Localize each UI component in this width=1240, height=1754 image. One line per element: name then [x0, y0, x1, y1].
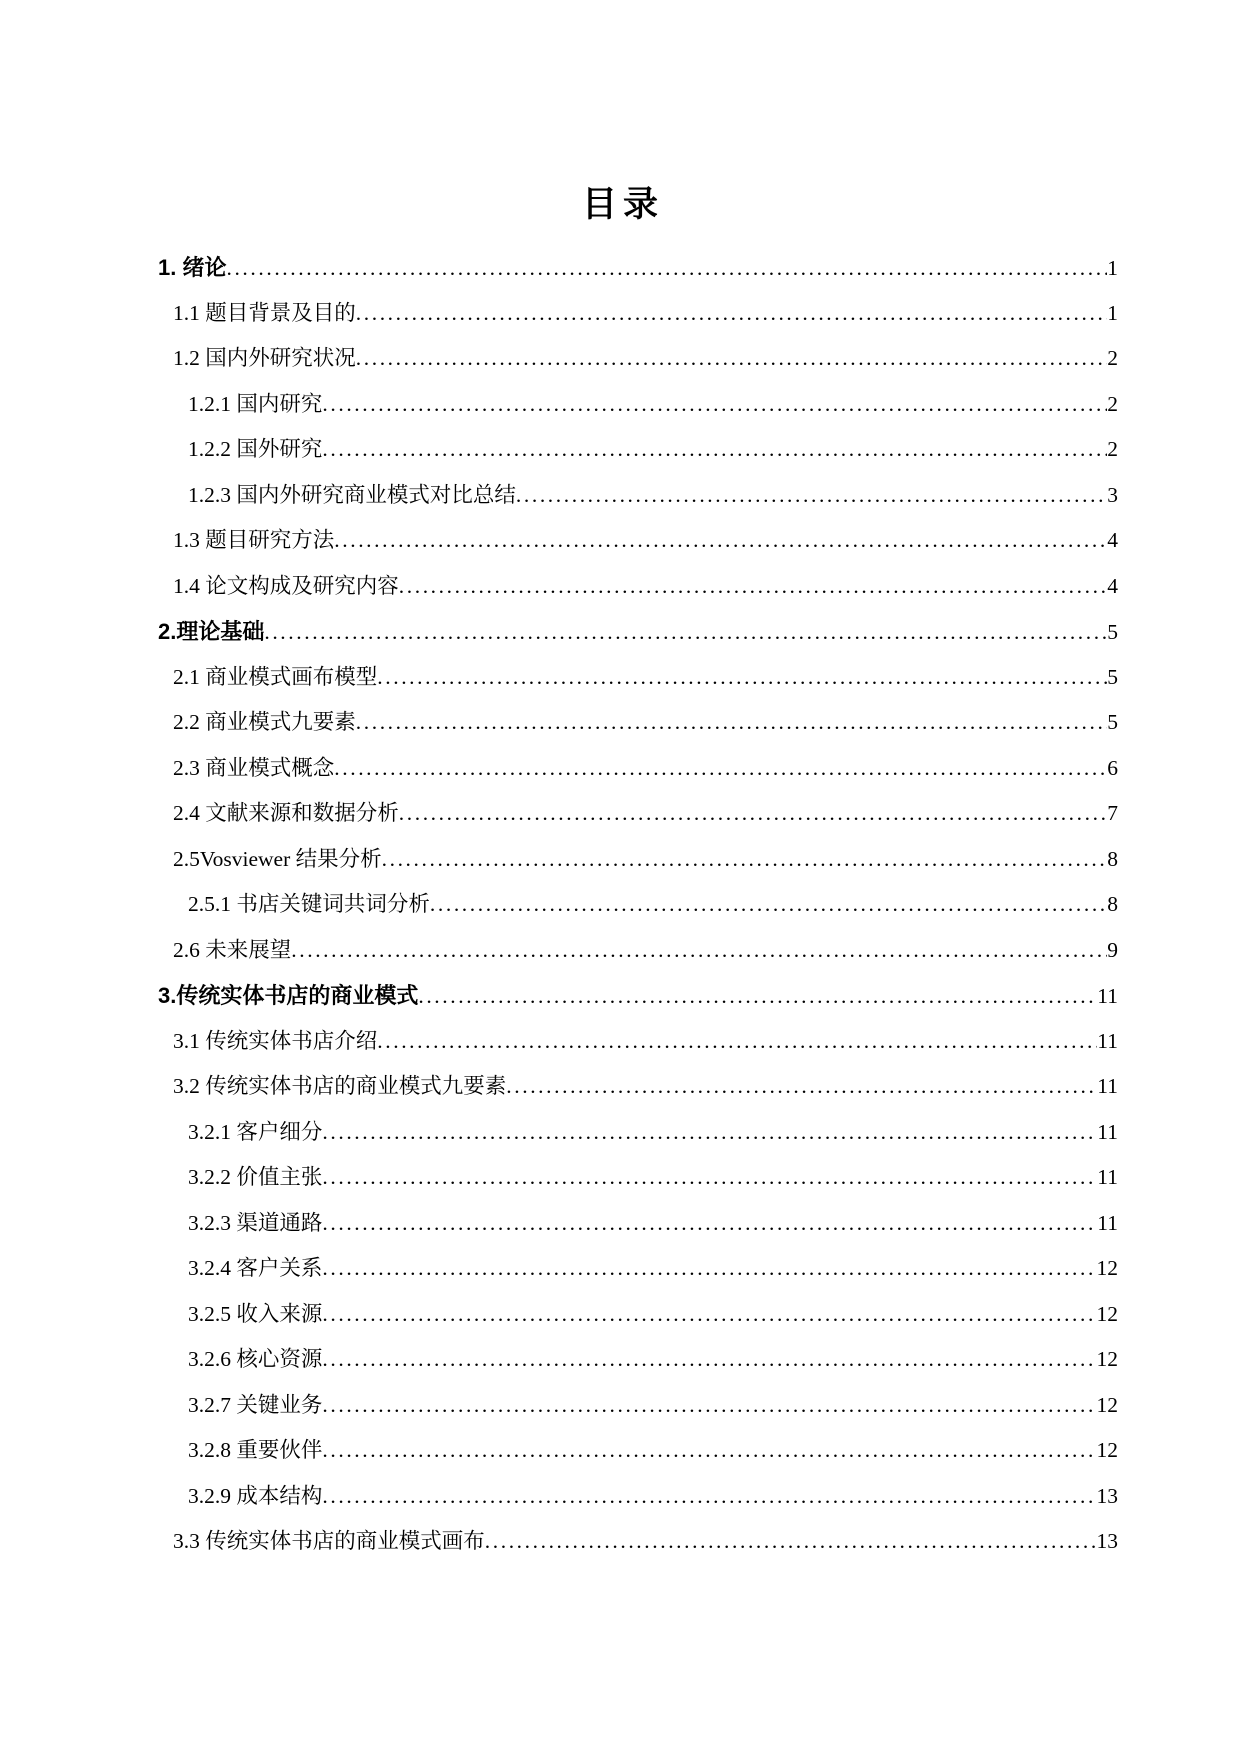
toc-entry: [158, 837, 1118, 883]
toc-dot-leader: [334, 518, 1107, 564]
toc-dot-leader: [377, 1019, 1097, 1065]
toc-dot-leader: [322, 1337, 1096, 1383]
toc-entry-label: 3.2.3 渠道通路: [188, 1210, 323, 1235]
toc-entry-page: 12: [1096, 1256, 1118, 1280]
toc-entry: [158, 1383, 1118, 1429]
toc-dot-leader: [356, 291, 1107, 337]
toc-entry: [158, 655, 1118, 701]
toc-entry-page: 4: [1107, 528, 1118, 552]
toc-entry-label: 3.2.8 重要伙伴: [188, 1438, 323, 1462]
toc-entry-page: 9: [1107, 937, 1118, 962]
toc-entry-label: 2.2 商业模式九要素: [173, 710, 356, 734]
toc-entry-label: 1.2.2 国外研究: [188, 437, 323, 461]
toc-entry-page: 12: [1096, 1347, 1118, 1371]
toc-entry-label: 2.理论基础: [158, 619, 265, 644]
toc-entry-label: 3.3 传统实体书店的商业模式画布: [173, 1529, 485, 1553]
toc-entry-label: 1.2.3 国内外研究商业模式对比总结: [188, 482, 516, 507]
toc-dot-leader: [322, 1428, 1096, 1474]
toc-entry-page: 3: [1107, 482, 1118, 507]
toc-entry: [158, 1064, 1118, 1110]
toc-entry-page: 2: [1107, 437, 1118, 461]
toc-dot-leader: [322, 427, 1107, 473]
toc-entry: [158, 336, 1118, 382]
toc-dot-leader: [322, 382, 1107, 428]
toc-dot-leader: [516, 473, 1107, 519]
toc-dot-leader: [322, 1246, 1096, 1292]
toc-dot-leader: [334, 746, 1107, 792]
toc-dot-leader: [485, 1519, 1097, 1565]
toc-entry-label: 3.2.6 核心资源: [188, 1347, 323, 1371]
toc-entry: [158, 1155, 1118, 1201]
toc-entry-label: 2.1 商业模式画布模型: [173, 664, 378, 689]
toc-entry: [158, 1110, 1118, 1156]
toc-entry: [158, 609, 1118, 655]
toc-entry-label: 1.2.1 国内研究: [188, 391, 323, 416]
toc-dot-leader: [322, 1383, 1096, 1429]
toc-entry-page: 12: [1096, 1438, 1118, 1462]
toc-entry-page: 7: [1107, 801, 1118, 825]
toc-dot-leader: [226, 246, 1107, 292]
toc-entry-label: 1.1 题目背景及目的: [173, 300, 356, 325]
toc-entry-label: 3.2 传统实体书店的商业模式九要素: [173, 1074, 507, 1098]
toc-entry-page: 11: [1097, 1074, 1118, 1098]
toc-dot-leader: [322, 1292, 1096, 1338]
toc-dot-leader: [399, 564, 1107, 610]
toc-entry: [158, 427, 1118, 473]
toc-entry-page: 5: [1107, 664, 1118, 689]
toc-entry: [158, 564, 1118, 610]
toc-entry-page: 8: [1107, 846, 1118, 871]
toc-entry: [158, 382, 1118, 428]
toc-entry-page: 8: [1107, 892, 1118, 916]
toc-entry-page: 4: [1107, 573, 1118, 598]
toc-entry: [158, 245, 1118, 291]
toc-entry: [158, 518, 1118, 564]
toc-entry-page: 13: [1096, 1483, 1118, 1508]
toc-title: 目录: [581, 185, 664, 224]
toc-entry: [158, 700, 1118, 746]
toc-dot-leader: [430, 882, 1107, 928]
toc-list: [158, 245, 1118, 1565]
toc-entry-page: 12: [1096, 1301, 1118, 1326]
toc-entry: [158, 1292, 1118, 1338]
toc-dot-leader: [356, 336, 1107, 382]
toc-entry-label: 1.2 国内外研究状况: [173, 346, 356, 370]
toc-entry-label: 2.6 未来展望: [173, 937, 292, 962]
toc-dot-leader: [399, 791, 1107, 837]
toc-entry: [158, 1428, 1118, 1474]
toc-entry-label: 3.2.9 成本结构: [188, 1483, 323, 1508]
toc-dot-leader: [418, 974, 1097, 1020]
toc-entry-page: 11: [1097, 1165, 1118, 1189]
toc-entry-label: 3.2.4 客户关系: [188, 1256, 323, 1280]
toc-dot-leader: [264, 610, 1107, 656]
toc-entry-page: 12: [1096, 1392, 1118, 1417]
toc-entry-page: 11: [1097, 1210, 1118, 1235]
toc-entry: [158, 928, 1118, 974]
toc-entry-page: 11: [1097, 1028, 1118, 1053]
toc-entry: [158, 473, 1118, 519]
toc-entry-label: 3.2.2 价值主张: [188, 1165, 323, 1189]
toc-entry-label: 1.3 题目研究方法: [173, 528, 335, 552]
toc-entry-label: 1. 绪论: [158, 255, 227, 280]
toc-dot-leader: [322, 1201, 1097, 1247]
toc-dot-leader: [291, 928, 1107, 974]
toc-entry-page: 13: [1096, 1529, 1118, 1553]
toc-entry-page: 11: [1097, 984, 1118, 1008]
toc-entry-page: 6: [1107, 755, 1118, 780]
toc-entry: [158, 1019, 1118, 1065]
toc-entry-label: 3.2.7 关键业务: [188, 1392, 323, 1417]
toc-entry-label: 3.1 传统实体书店介绍: [173, 1028, 378, 1053]
toc-entry: [158, 746, 1118, 792]
toc-entry-page: 2: [1107, 391, 1118, 416]
toc-entry-label: 3.传统实体书店的商业模式: [158, 983, 419, 1008]
toc-entry-page: 5: [1107, 620, 1118, 644]
toc-entry: [158, 1474, 1118, 1520]
toc-dot-leader: [356, 700, 1107, 746]
toc-entry: [158, 291, 1118, 337]
toc-dot-leader: [322, 1155, 1097, 1201]
toc-entry-label: 1.4 论文构成及研究内容: [173, 573, 399, 598]
toc-dot-leader: [382, 837, 1108, 883]
toc-entry-page: 1: [1107, 300, 1118, 325]
toc-entry: [158, 791, 1118, 837]
toc-entry-label: 3.2.5 收入来源: [188, 1301, 323, 1326]
toc-entry-page: 11: [1097, 1119, 1118, 1144]
toc-entry-label: 2.5Vosviewer 结果分析: [173, 846, 382, 871]
toc-dot-leader: [322, 1110, 1097, 1156]
toc-entry-page: 2: [1107, 346, 1118, 370]
toc-dot-leader: [377, 655, 1107, 701]
toc-entry-label: 2.5.1 书店关键词共词分析: [188, 892, 430, 916]
toc-entry-page: 1: [1107, 256, 1118, 280]
toc-entry-page: 5: [1107, 710, 1118, 734]
toc-entry: [158, 1246, 1118, 1292]
toc-dot-leader: [506, 1064, 1097, 1110]
toc-dot-leader: [322, 1474, 1096, 1520]
toc-entry: [158, 1201, 1118, 1247]
toc-entry-label: 2.3 商业模式概念: [173, 755, 335, 780]
toc-entry-label: 3.2.1 客户细分: [188, 1119, 323, 1144]
toc-entry: [158, 1519, 1118, 1565]
toc-entry: [158, 882, 1118, 928]
toc-entry: [158, 1337, 1118, 1383]
toc-entry-label: 2.4 文献来源和数据分析: [173, 801, 399, 825]
toc-entry: [158, 973, 1118, 1019]
